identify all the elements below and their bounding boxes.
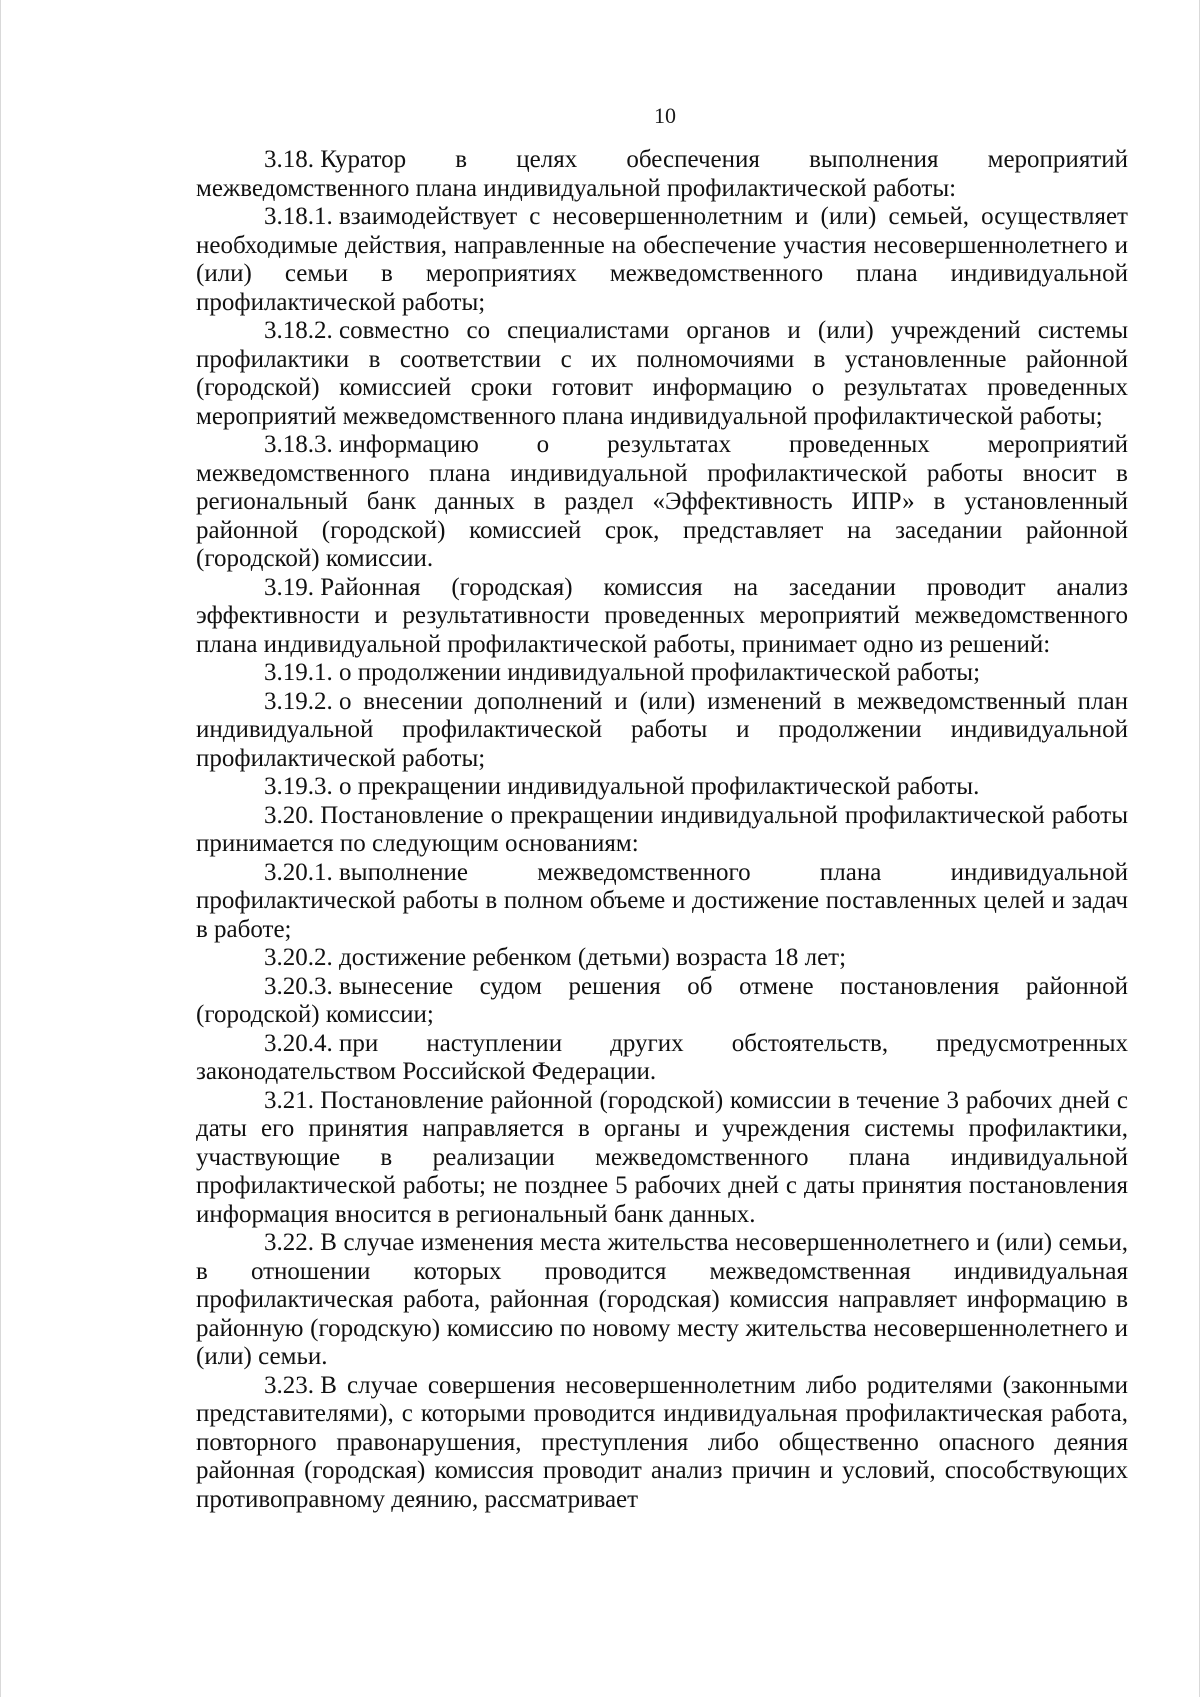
- paragraph-text: при наступлении других обстоятельств, предусмотренных законодательством Российской Федерации.: [196, 1029, 1128, 1085]
- paragraph-number: 3.18.: [264, 146, 314, 173]
- paragraph-text: В случае изменения места жительства несовершеннолетнего и (или) семьи, в отношении которых проводится межведомственная индивидуальная профилактическая работа, районная (городская) комиссия направляет информацию в районную (городскую) комиссию по новому месту жительства несовершеннолетнего и (или) семьи.: [196, 1229, 1128, 1370]
- paragraph-number: 3.20.2.: [264, 944, 333, 971]
- document-body: [196, 146, 1128, 1514]
- paragraph-number: 3.22.: [264, 1229, 314, 1256]
- paragraph-3-18-2: [196, 317, 1128, 431]
- paragraph-number: 3.23.: [264, 1371, 314, 1399]
- paragraph-number: 3.21.: [264, 1086, 314, 1114]
- paragraph-3-20-2: [196, 944, 1128, 973]
- paragraph-text: Постановление о прекращении индивидуальной профилактической работы принимается по следующим основаниям:: [196, 801, 1128, 857]
- paragraph-3-20: [196, 802, 1128, 859]
- paragraph-number: 3.18.1.: [264, 203, 333, 230]
- paragraph-3-20-4: [196, 1030, 1128, 1087]
- paragraph-number: 3.20.: [264, 801, 314, 829]
- paragraph-text: о продолжении индивидуальной профилактической работы;: [339, 659, 981, 686]
- paragraph-3-18-3: [196, 431, 1128, 574]
- paragraph-number: 3.19.1.: [264, 659, 333, 686]
- paragraph-3-19-3: [196, 773, 1128, 802]
- paragraph-number: 3.19.: [264, 573, 314, 601]
- paragraph-3-19-2: [196, 688, 1128, 774]
- paragraph-number: 3.20.3.: [264, 972, 333, 1000]
- paragraph-number: 3.19.2.: [264, 687, 333, 715]
- paragraph-number: 3.20.1.: [264, 858, 333, 886]
- paragraph-text: Районная (городская) комиссия на заседании проводит анализ эффективности и результативности проведенных мероприятий межведомственного плана индивидуальной профилактической работы, принимает одно из решений:: [196, 573, 1128, 658]
- paragraph-3-23: [196, 1372, 1128, 1515]
- paragraph-text: выполнение межведомственного плана индивидуальной профилактической работы в полном объеме и достижение поставленных целей и задач в работе;: [196, 858, 1128, 943]
- paragraph-3-18: [196, 146, 1128, 203]
- paragraph-text: вынесение судом решения об отмене постановления районной (городской) комиссии;: [196, 972, 1128, 1028]
- paragraph-text: В случае совершения несовершеннолетним либо родителями (законными представителями), с которыми проводится индивидуальная профилактическая работа, повторного правонарушения, преступления либо общественно опасного деяния районная (городская) комиссия проводит анализ причин и условий, способствующих противоправному деянию, рассматривает: [196, 1371, 1128, 1513]
- page-number: 10: [654, 103, 676, 128]
- paragraph-text: Куратор в целях обеспечения выполнения мероприятий межведомственного плана индивидуальной профилактической работы:: [196, 146, 1128, 202]
- paragraph-number: 3.19.3.: [264, 773, 333, 800]
- paragraph-text: о прекращении индивидуальной профилактической работы.: [339, 773, 980, 800]
- paragraph-text: совместно со специалистами органов и (или) учреждений системы профилактики в соответствии с их полномочиями в установленные районной (городской) комиссией сроки готовит информацию о результатах проведенных мероприятий межведомственного плана индивидуальной профилактической работы;: [196, 317, 1128, 430]
- paragraph-3-20-3: [196, 973, 1128, 1030]
- paragraph-number: 3.18.2.: [264, 317, 333, 344]
- paragraph-3-21: [196, 1087, 1128, 1230]
- paragraph-number: 3.20.4.: [264, 1029, 333, 1057]
- paragraph-text: достижение ребенком (детьми) возраста 18 лет;: [339, 944, 847, 971]
- paragraph-text: о внесении дополнений и (или) изменений в межведомственный план индивидуальной профилактической работы и продолжении индивидуальной профилактической работы;: [196, 687, 1128, 772]
- paragraph-3-19: [196, 574, 1128, 660]
- paragraph-number: 3.18.3.: [264, 431, 333, 458]
- paragraph-3-22: [196, 1229, 1128, 1372]
- paragraph-text: информацию о результатах проведенных мероприятий межведомственного плана индивидуальной профилактической работы вносит в региональный банк данных в раздел «Эффективность ИПР» в установленный районной (городской) комиссией срок, представляет на заседании районной (городской) комиссии.: [196, 431, 1128, 572]
- paragraph-text: Постановление районной (городской) комиссии в течение 3 рабочих дней с даты его принятия направляется в органы и учреждения системы профилактики, участвующие в реализации межведомственного плана индивидуальной профилактической работы; не позднее 5 рабочих дней с даты принятия постановления информация вносится в региональный банк данных.: [196, 1086, 1128, 1228]
- paragraph-3-20-1: [196, 859, 1128, 945]
- paragraph-3-18-1: [196, 203, 1128, 317]
- paragraph-3-19-1: [196, 659, 1128, 688]
- paragraph-text: взаимодействует с несовершеннолетним и (или) семьей, осуществляет необходимые действия, направленные на обеспечение участия несовершеннолетнего и (или) семьи в мероприятиях межведомственного плана индивидуальной профилактической работы;: [196, 203, 1128, 316]
